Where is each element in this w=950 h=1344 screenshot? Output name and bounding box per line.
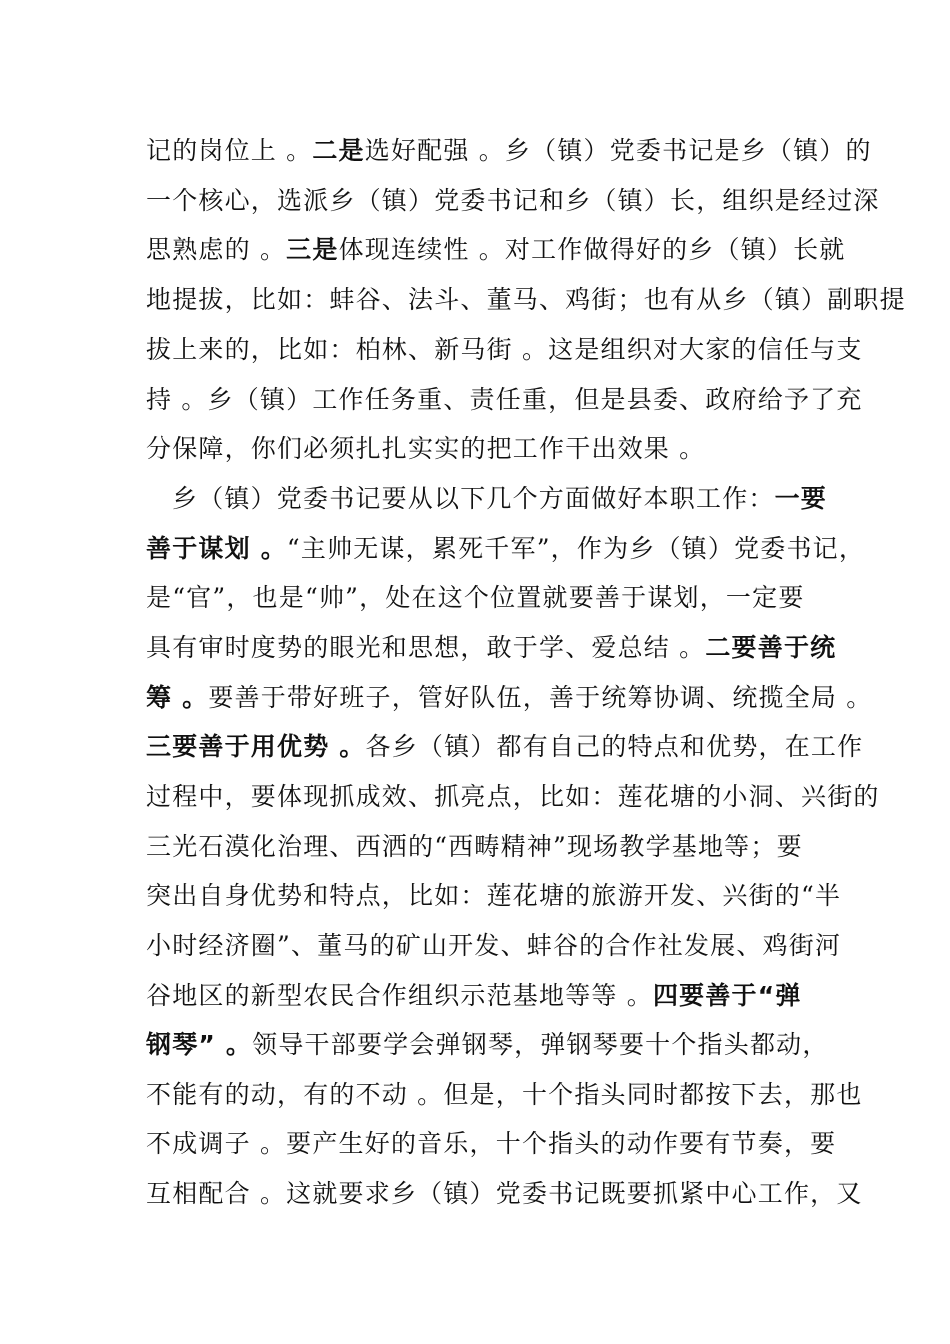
text-run: 不能有的动，有的不动 。但是，十个指头同时都按下去，那也 — [146, 1080, 863, 1109]
text-run: 乡（镇）党委书记要从以下几个方面做好本职工作： — [172, 484, 775, 513]
text-line — [146, 230, 846, 270]
text-run: 记的岗位上 。 — [146, 136, 313, 165]
text-line — [146, 678, 873, 718]
bold-text-run: 四要善于“弹 — [652, 981, 802, 1010]
text-run: 一个核心，选派乡（镇）党委书记和乡（镇）长，组织是经过深 — [146, 186, 880, 215]
text-run: 具有审时度势的眼光和思想，敢于学、爱总结 。 — [146, 633, 706, 662]
text-line — [146, 1124, 837, 1164]
text-run: 分保障，你们必须扎扎实实的把工作干出效果 。 — [146, 434, 706, 463]
bold-text-run: 二是 — [312, 136, 365, 165]
text-run: 不成调子 。要产生好的音乐，十个指头的动作要有节奏，要 — [146, 1129, 837, 1158]
text-line — [146, 529, 866, 569]
text-line — [146, 131, 872, 171]
text-line — [146, 380, 863, 420]
text-run: 领导干部要学会弹钢琴，弹钢琴要十个指头都动， — [252, 1030, 829, 1059]
bold-text-run: 善于谋划 。 — [146, 534, 287, 563]
text-line — [146, 181, 880, 221]
text-line — [146, 926, 842, 966]
text-run: 地提拔，比如：蚌谷、法斗、董马、鸡街；也有从乡（镇）副职提 — [146, 285, 906, 314]
text-line — [146, 1025, 829, 1065]
text-run: 谷地区的新型农民合作组织示范基地等等 。 — [146, 981, 653, 1010]
text-run: 要善于带好班子，管好队伍，善于统筹协调、统揽全局 。 — [208, 683, 873, 712]
text-run: 选好配强 。乡（镇）党委书记是乡（镇）的 — [364, 136, 872, 165]
text-line — [146, 578, 816, 618]
bold-text-run: 钢琴” 。 — [146, 1030, 253, 1059]
text-line — [146, 280, 906, 320]
bold-text-run: 一要 — [774, 484, 828, 513]
text-line — [146, 628, 837, 668]
bold-text-run: 筹 。 — [146, 683, 209, 712]
text-line — [146, 777, 880, 817]
text-run: 体现连续性 。对工作做得好的乡（镇）长就 — [338, 235, 846, 264]
text-line — [146, 876, 842, 916]
bold-text-run: 三是 — [286, 235, 339, 264]
text-line — [146, 330, 863, 370]
text-run: 持 。乡（镇）工作任务重、责任重，但是县委、政府给予了充 — [146, 385, 863, 414]
text-run: 各乡（镇）都有自己的特点和优势，在工作 — [365, 732, 864, 761]
text-run: 思熟虑的 。 — [146, 235, 287, 264]
text-run: 过程中，要体现抓成效、抓亮点，比如：莲花塘的小洞、兴街的 — [146, 782, 880, 811]
text-line — [146, 827, 816, 867]
bold-text-run: 二要善于统 — [705, 633, 837, 662]
text-line — [146, 727, 864, 767]
text-run: 互相配合 。这就要求乡（镇）党委书记既要抓紧中心工作，又 — [146, 1179, 863, 1208]
text-line — [146, 1174, 863, 1214]
text-line — [146, 429, 816, 469]
text-run: 小时经济圈”、董马的矿山开发、蚌谷的合作社发展、鸡街河 — [146, 931, 842, 960]
bold-text-run: 三要善于用优势 。 — [146, 732, 366, 761]
text-run: 拔上来的，比如：柏林、新马街 。这是组织对大家的信任与支 — [146, 335, 863, 364]
text-line — [146, 1075, 863, 1115]
text-line — [146, 976, 816, 1016]
text-run: 突出自身优势和特点，比如：莲花塘的旅游开发、兴街的“半 — [146, 881, 842, 910]
text-run: “主帅无谋，累死千军”，作为乡（镇）党委书记， — [286, 534, 866, 563]
text-line — [172, 479, 828, 519]
text-run: 是“官”，也是“帅”，处在这个位置就要善于谋划，一定要 — [146, 583, 805, 612]
text-run: 三光石漠化治理、西洒的“西畴精神”现场教学基地等；要 — [146, 832, 803, 861]
